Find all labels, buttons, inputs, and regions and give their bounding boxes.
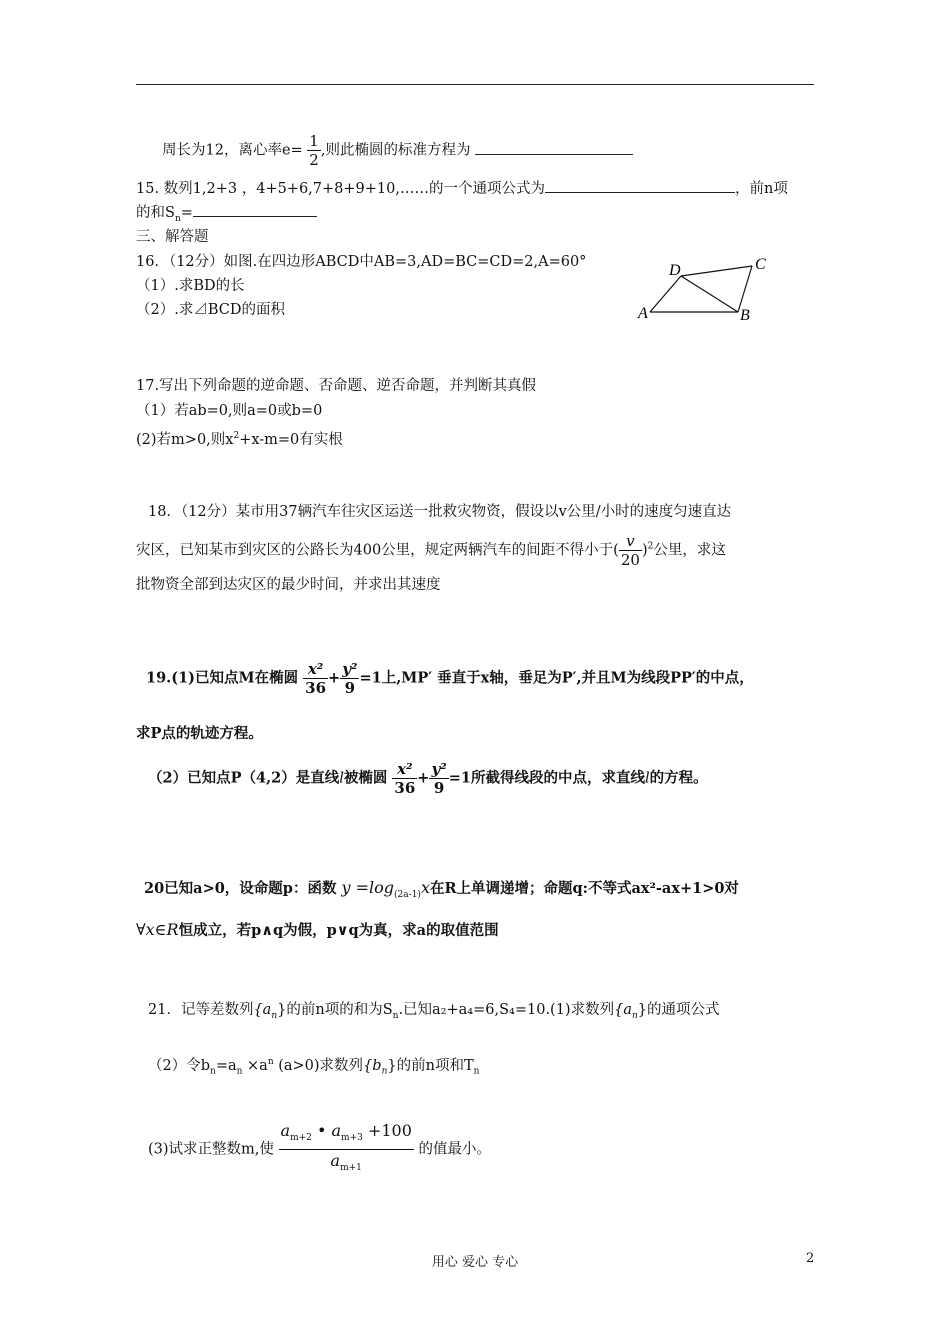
q20-line2: ∀x∈R恒成立，若p∧q为假，p∨q为真，求a的取值范围 [136,920,499,939]
q14-fraction: $\frac{1}{2}$ [309,132,319,169]
ellipse-y-term-2: $\frac{\text{y²}}{9}$ [431,760,447,797]
q21-line2: （2）令$b_n=a_n \times a^n$ (a>0)求数列$\{b_n\}$的前n项和$T_n$ [148,1057,480,1077]
q14-tail [162,132,633,169]
page-footer: 用心 爱心 专心 [431,1255,519,1270]
q14-answer-blank [475,140,633,155]
q19-part1: 19.(1)已知点M在椭圆 $\frac{\text{x²}}{36}$ + $\frac{\text{y²}}{9}$ =1上,MP′ 垂直于x轴，垂足为P′,并且M为线段PP′的中点， [146,660,754,697]
q16-stem: 16．（12分）如图.在四边形ABCD中AB=3,AD=BC=CD=2,A=60° [136,254,587,270]
q20-line1: 20已知a>0，设命题p：函数 $y =\log_{(2a-1)}x$在R上单调递增；命题q:不等式ax²-ax+1>0对 [144,878,739,900]
q18-line1: 18．（12分）某市用37辆汽车往灾区运送一批救灾物资，假设以v公里/小时的速度匀速直达 [148,504,732,520]
q19-part1-cont: 求P点的轨迹方程。 [136,725,263,742]
header-rule [136,84,814,85]
diagonal-BD [681,276,738,312]
q15-blank-2 [193,202,317,217]
ellipse-x-term: $\frac{\text{x²}}{36}$ [305,660,327,697]
edge-AD [650,276,681,312]
q17-part2: (2)若m>0,则$x^2+x-m=0$有实根 [136,431,343,448]
q18-fraction: $\frac{v}{20}$ [620,532,640,569]
q15-line1: 15. 数列1,2+3 ，4+5+6,7+8+9+10,……的一个通项公式为 ，前n项 [136,178,788,199]
quadrilateral-figure [636,254,776,324]
label-A: A [638,305,648,322]
q21-line1: 21．记等差数列$\{a_n\}$的前n项的和为$S_n$.已知a₂+a₄=6,S₄=10.(1)求数列$\{a_n\}$的通项公式 [148,1002,720,1021]
label-D: D [669,262,681,279]
q17-part1: （1）若ab=0,则a=0或b=0 [136,403,323,419]
ellipse-y-term: $\frac{\text{y²}}{9}$ [342,660,358,697]
ellipse-x-term-2: $\frac{\text{x²}}{36}$ [394,760,416,797]
label-B: B [740,307,750,324]
q18-line3: 批物资全部到达灾区的最少时间，并求出其速度 [136,577,441,593]
edge-DC [681,266,752,276]
q15-line2: 的和$S_n=$ [136,202,317,229]
q14-suffix: ,则此椭圆的标准方程为 [320,142,471,159]
edge-CB [738,266,752,312]
q17-stem: 17.写出下列命题的逆命题、否命题、逆否命题，并判断其真假 [136,378,537,394]
q18-line2: 灾区，已知某市到灾区的公路长为400公里，规定两辆汽车的间距不得小于( $\frac{v}{20}$ )$^2$公里，求这 [136,532,726,569]
section-heading: 三、解答题 [136,229,209,245]
page-number: 2 [806,1251,815,1266]
q16-part1: （1）.求BD的长 [136,278,245,294]
q15-blank-1 [545,178,735,193]
q21-fraction: $\frac{a_{m+2} • a_{m+3} +100}{a_{m+1}}$ [280,1121,412,1174]
q16-part2: （2）.求⊿BCD的面积 [136,302,285,318]
q14-prefix: 周长为12，离心率e= [162,142,303,159]
q19-part2: （2）已知点P（4,2）是直线l被椭圆 $\frac{\text{x²}}{36}$ + $\frac{\text{y²}}{9}$ =1所截得线段的中点，求直线l的方程。 [148,760,708,797]
q21-line3: (3)试求正整数m,使 $\frac{a_{m+2} • a_{m+3} +100}{a_{m+1}}$ 的值最小。 [148,1120,491,1179]
label-C: C [755,256,766,273]
